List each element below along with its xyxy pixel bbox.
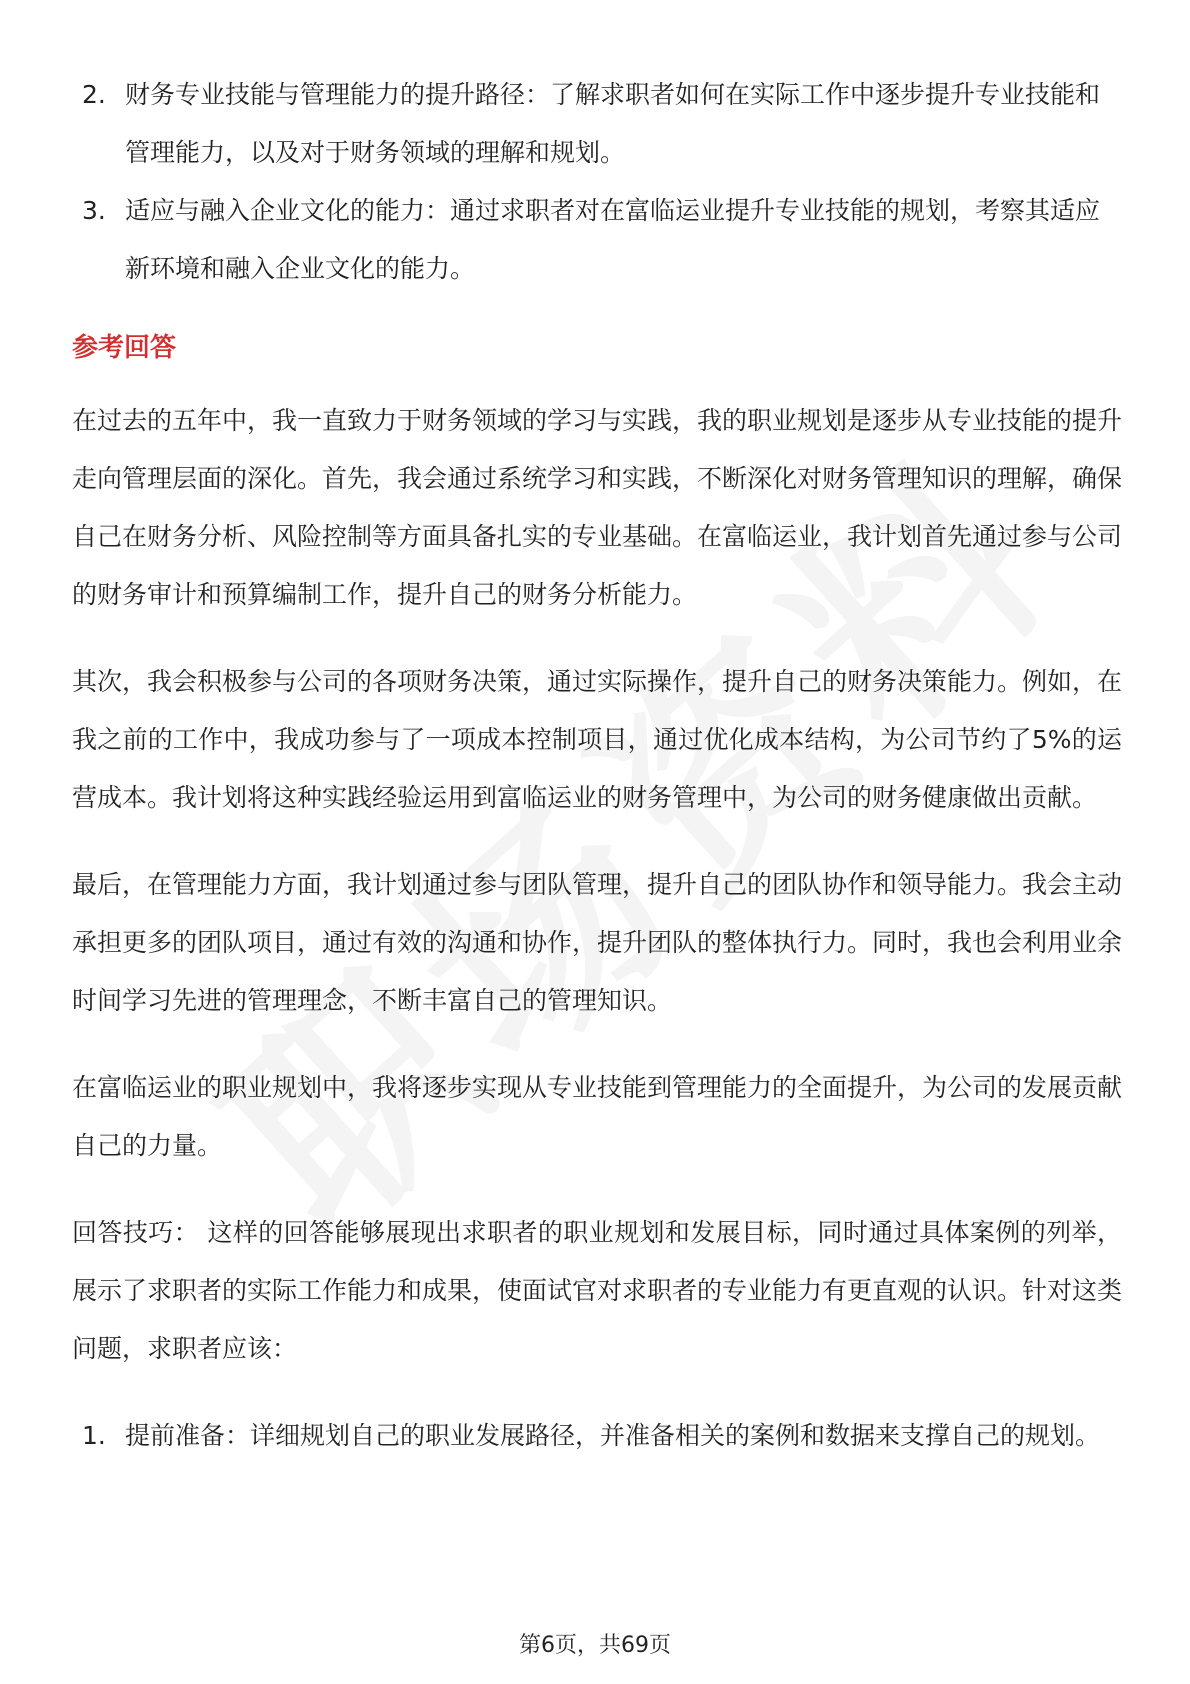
list-item [72, 182, 1122, 298]
document-body [72, 66, 1122, 1465]
list-item [72, 66, 1122, 182]
list-item [72, 1407, 1122, 1465]
list-item-text: 提前准备：详细规划自己的职业发展路径，并准备相关的案例和数据来支撑自己的规划。 [125, 1421, 1101, 1450]
question-points-list [72, 66, 1122, 298]
paragraph: 在富临运业的职业规划中，我将逐步实现从专业技能到管理能力的全面提升，为公司的发展贡献自己的力量。 [72, 1073, 1123, 1160]
paragraph: 在过去的五年中，我一直致力于财务领域的学习与实践，我的职业规划是逐步从专业技能的提升走向管理层面的深化。首先，我会通过系统学习和实践，不断深化对财务管理知识的理解，确保自己在财务分析、风险控制等方面具备扎实的专业基础。在富临运业，我计划首先通过参与公司的财务审计和预算编制工作，提升自己的财务分析能力。 [72, 406, 1123, 609]
section-title: 参考回答 [72, 333, 177, 363]
tips-list [72, 1407, 1122, 1465]
page-number: 第6页，共69页 [519, 1633, 671, 1658]
list-item-text: 适应与融入企业文化的能力：通过求职者对在富临运业提升专业技能的规划，考察其适应新环境和融入企业文化的能力。 [125, 196, 1101, 283]
list-item-number: 1. [82, 1421, 106, 1450]
list-item-text: 财务专业技能与管理能力的提升路径：了解求职者如何在实际工作中逐步提升专业技能和管理能力，以及对于财务领域的理解和规划。 [125, 80, 1101, 167]
list-item-number: 2. [82, 80, 106, 109]
list-item-number: 3. [82, 196, 106, 225]
tips-label: 回答技巧： [72, 1218, 200, 1247]
tips-paragraph [72, 1204, 1122, 1378]
paragraph: 最后，在管理能力方面，我计划通过参与团队管理，提升自己的团队协作和领导能力。我会主动承担更多的团队项目，通过有效的沟通和协作，提升团队的整体执行力。同时，我也会利用业余时间学习先进的管理理念，不断丰富自己的管理知识。 [72, 870, 1123, 1015]
paragraph: 其次，我会积极参与公司的各项财务决策，通过实际操作，提升自己的财务决策能力。例如，在我之前的工作中，我成功参与了一项成本控制项目，通过优化成本结构，为公司节约了5%的运营成本。我计划将这种实践经验运用到富临运业的财务管理中，为公司的财务健康做出贡献。 [72, 667, 1123, 812]
tips-text: 这样的回答能够展现出求职者的职业规划和发展目标，同时通过具体案例的列举，展示了求职者的实际工作能力和成果，使面试官对求职者的专业能力有更直观的认识。针对这类问题，求职者应该： [72, 1218, 1123, 1363]
